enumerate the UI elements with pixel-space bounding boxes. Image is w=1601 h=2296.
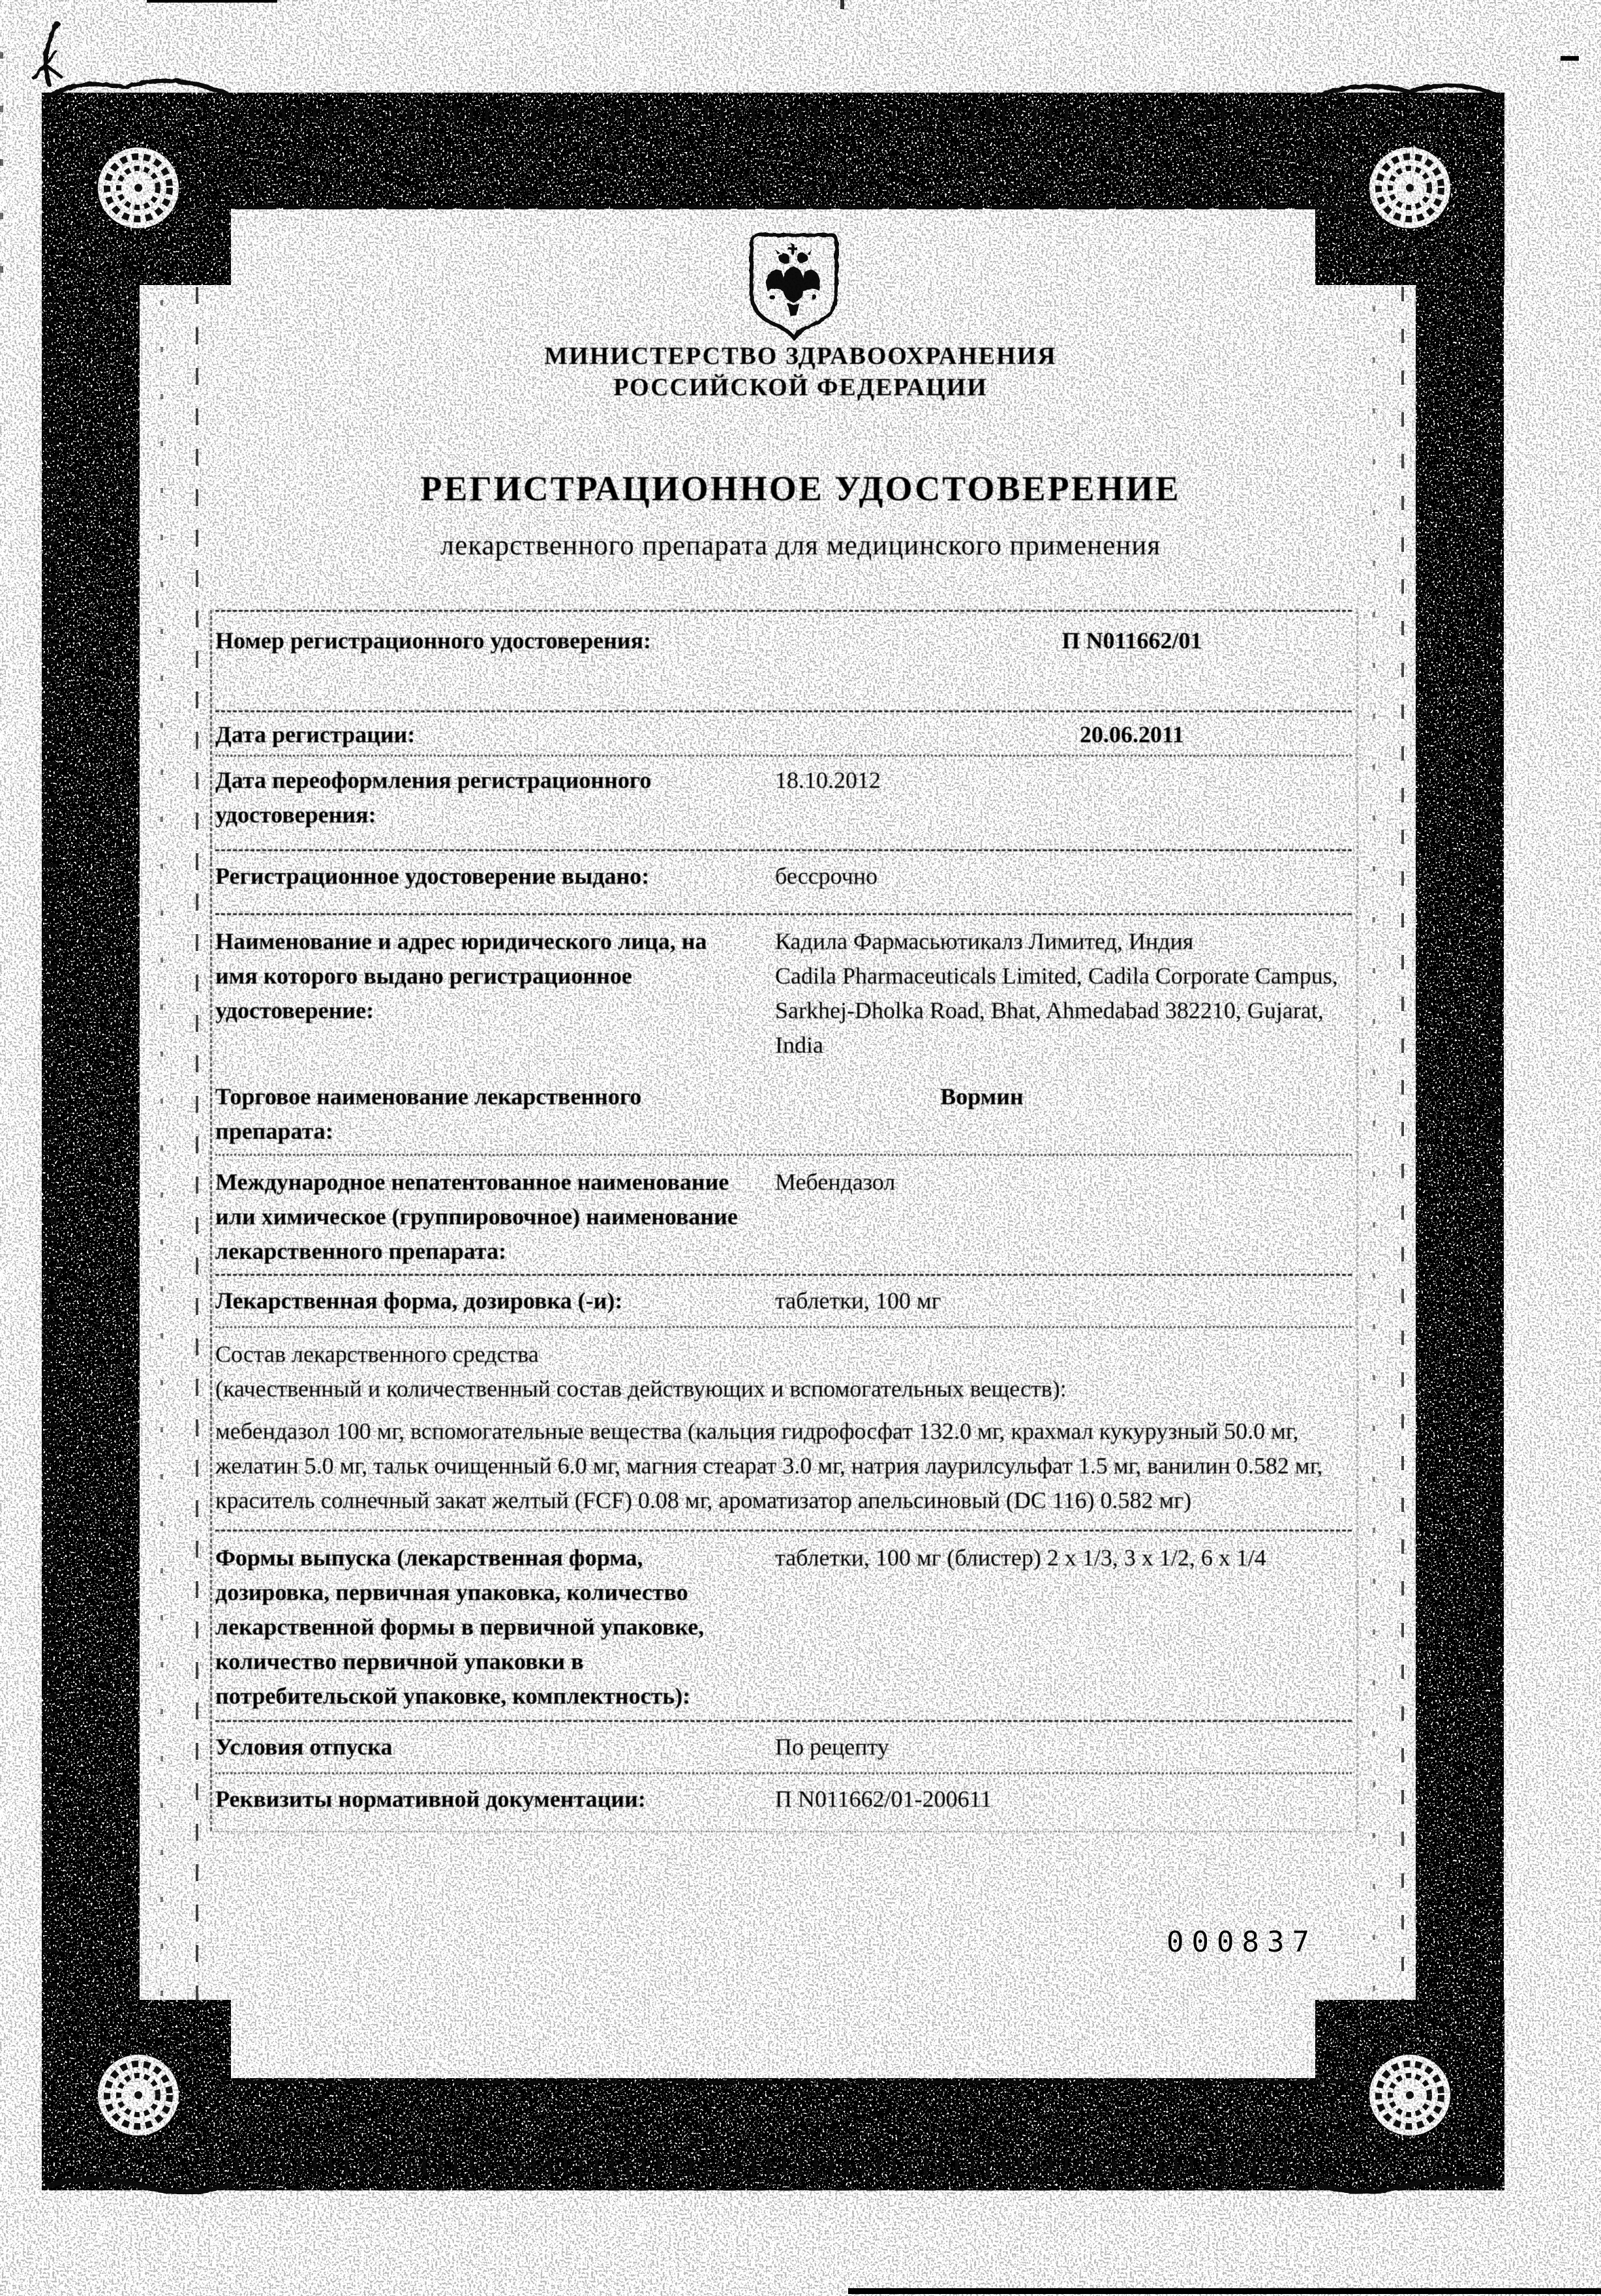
registration-number-label: Номер регистрационного удостоверения: [215,627,652,654]
dosage-form-value: таблетки, 100 мг [775,1288,941,1314]
trade-name-label: Торговое наименование лекарственного препарата: [215,1083,642,1144]
normative-docs-label: Реквизиты нормативной документации: [215,1786,646,1812]
validity-value: бессрочно [775,863,878,889]
row-normative-docs [215,1772,1352,1831]
coat-of-arms-emblem [748,231,840,342]
composition-body: мебендазол 100 мг, вспомогательные вещества (кальция гидрофосфат 132.0 мг, крахмал кукурузный 50.0 мг, желатин 5.0 мг, тальк очищенный 6.0 мг, магния стеарат 3.0 мг, натрия лаурилсульфат 1.5 мг, ванилин 0.582 мг, краситель солнечный закат желтый (FCF) 0.08 мг, ароматизатор апельсиновый (DC 116) 0.582 мг) [215,1418,1323,1513]
holder-value-en: Cadila Pharmaceuticals Limited, Cadila Corporate Campus, Sarkhej-Dholka Road, Bhat, Ahmedabad 382210, Gujarat, India [775,963,1338,1058]
normative-docs-value: П N011662/01-200611 [775,1786,992,1812]
release-forms-label: Формы выпуска (лекарственная форма, дозировка, первичная упаковка, количество лекарственной формы в первичной упаковке, количество первичной упаковки в потребительской упаковке, комплектность): [215,1545,705,1709]
row-composition-body [215,1409,1352,1530]
holder-value-ru: Кадила Фармасьютикалз Лимитед, Индия [775,928,1194,954]
row-reissue-date [215,755,1352,849]
row-dosage-form [215,1274,1352,1326]
inn-label: Международное непатентованное наименование или химическое (группировочное) наименование лекарственного препарата: [215,1169,738,1264]
row-registration-date [215,710,1352,755]
dispensing-label: Условия отпуска [215,1734,393,1760]
row-inn [215,1154,1352,1274]
form-serial-number: 000837 [1166,1926,1317,1959]
inn-value: Мебендазол [775,1169,896,1195]
row-trade-name [215,1069,1352,1154]
dosage-form-label: Лекарственная форма, дозировка (-и): [215,1288,623,1314]
reissue-date-value: 18.10.2012 [775,767,881,793]
dispensing-value: По рецепту [775,1734,889,1760]
document-title: РЕГИСТРАЦИОННОЕ УДОСТОВЕРЕНИЕ [420,469,1181,508]
ministry-line2: РОССИЙСКОЙ ФЕДЕРАЦИИ [613,374,988,401]
row-holder [215,913,1352,1069]
trade-name-value: Вормин [940,1083,1024,1110]
row-release-forms [215,1530,1352,1720]
row-dispensing [215,1720,1352,1772]
row-composition-heading [215,1326,1352,1409]
reissue-date-label: Дата переоформления регистрационного удостоверения: [215,767,652,828]
holder-value [775,924,1352,1063]
composition-title: Состав лекарственного средства [215,1341,539,1367]
composition-heading [215,1337,1352,1406]
row-registration-number [215,610,1352,710]
registration-number-value: П N011662/01 [1061,627,1202,654]
row-validity [215,849,1352,913]
ministry-name [0,340,1601,403]
composition-subtitle: (качественный и количественный состав действующих и вспомогательных веществ): [215,1376,1067,1402]
validity-label: Регистрационное удостоверение выдано: [215,863,650,889]
release-forms-value: таблетки, 100 мг (блистер) 2 х 1/3, 3 х 1/2, 6 х 1/4 [775,1545,1266,1571]
registration-date-value: 20.06.2011 [1079,721,1184,748]
holder-label: Наименование и адрес юридического лица, на имя которого выдано регистрационное удостоверение: [215,928,707,1023]
document-subtitle: лекарственного препарата для медицинского применения [440,530,1161,561]
registration-date-label: Дата регистрации: [215,721,416,748]
ministry-line1: МИНИСТЕРСТВО ЗДРАВООХРАНЕНИЯ [544,342,1057,370]
certificate-fields-table [215,610,1352,1832]
